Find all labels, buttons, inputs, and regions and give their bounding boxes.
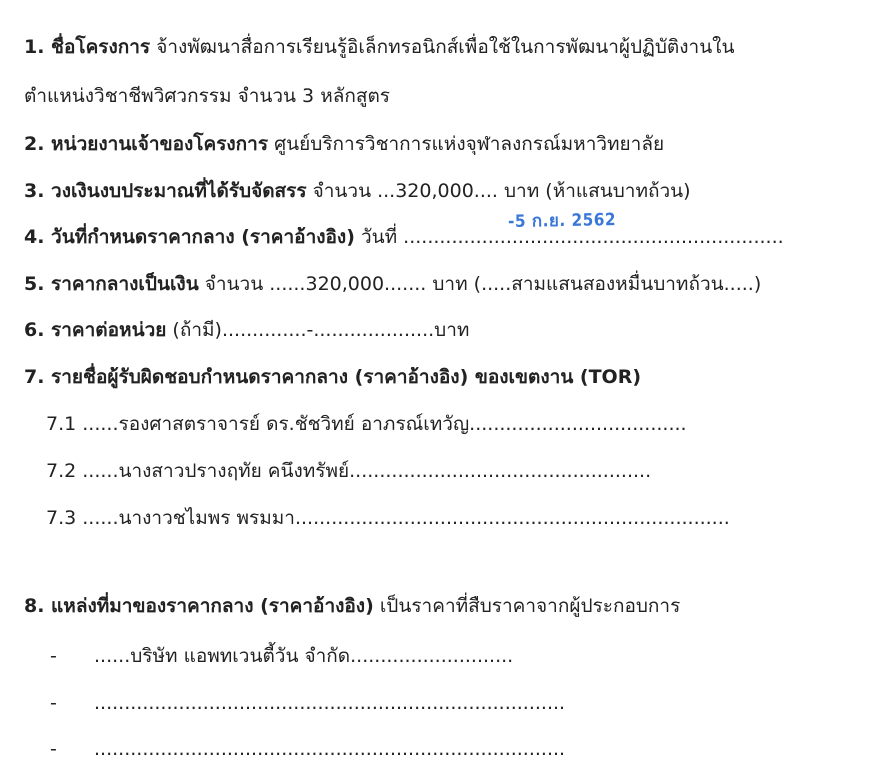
item-2-label: 2. หน่วยงานเจ้าของโครงการ bbox=[24, 133, 269, 155]
source-2-text: .............................................................................. bbox=[94, 692, 566, 714]
item-5-text: จำนวน ......320,000....... บาท (.....สามแสนสองหมื่นบาทถ้วน.....) bbox=[204, 273, 762, 295]
item-6-label: 6. ราคาต่อหน่วย bbox=[24, 319, 167, 341]
person-7-1: 7.1 ......รองศาสตราจารย์ ดร.ชัชวิทย์ อาภรณ์เทวัญ.................................... bbox=[46, 413, 687, 435]
person-7-2: 7.2 ......นางสาวปรางฤทัย คนึงทรัพย์.................................................. bbox=[46, 460, 652, 482]
source-row-1 bbox=[50, 643, 513, 669]
item-2-line bbox=[24, 131, 664, 157]
item-5-label: 5. ราคากลางเป็นเงิน bbox=[24, 273, 199, 295]
date-stamp: -5 ก.ย. 2562 bbox=[507, 210, 617, 232]
person-7-3: 7.3 ......นางาวชไมพร พรมมา........................................................................ bbox=[46, 507, 730, 529]
source-row-3 bbox=[50, 736, 565, 762]
source-dash: - bbox=[50, 645, 57, 667]
item-4-label: 4. วันที่กำหนดราคากลาง (ราคาอ้างอิง) bbox=[24, 226, 355, 248]
item-8-line bbox=[24, 593, 680, 619]
item-1-continuation: ตำแหน่งวิชาชีพวิศวกรรม จำนวน 3 หลักสูตร bbox=[24, 85, 391, 107]
item-3-text: จำนวน ...320,000.... บาท (ห้าแสนบาทถ้วน) bbox=[312, 180, 691, 202]
source-3-text: .............................................................................. bbox=[94, 738, 566, 760]
item-7-heading: 7. รายชื่อผู้รับผิดชอบกำหนดราคากลาง (ราคาอ้างอิง) ของเขตงาน (TOR) bbox=[24, 366, 642, 388]
item-4-text: วันที่ ............................................................... bbox=[360, 226, 784, 248]
source-row-2 bbox=[50, 690, 565, 716]
item-2-text: ศูนย์บริการวิชาการแห่งจุฬาลงกรณ์มหาวิทยาลัย bbox=[274, 133, 665, 155]
item-4-line bbox=[24, 224, 784, 250]
item-3-line bbox=[24, 178, 691, 204]
item-1-label: 1. ชื่อโครงการ bbox=[24, 36, 151, 58]
source-dash: - bbox=[50, 738, 57, 760]
item-3-label: 3. วงเงินงบประมาณที่ได้รับจัดสรร bbox=[24, 180, 307, 202]
item-5-line bbox=[24, 271, 761, 297]
item-1-text: จ้างพัฒนาสื่อการเรียนรู้อิเล็กทรอนิกส์เพื่อใช้ในการพัฒนาผู้ปฏิบัติงานใน bbox=[156, 36, 735, 58]
item-8-label: 8. แหล่งที่มาของราคากลาง (ราคาอ้างอิง) bbox=[24, 595, 374, 617]
item-6-line bbox=[24, 317, 469, 343]
item-6-text: (ถ้ามี)..............-....................บาท bbox=[172, 319, 470, 341]
source-1-text: ......บริษัท แอพทเวนตี้วัน จำกัด........................... bbox=[94, 645, 514, 667]
item-1-line bbox=[24, 34, 734, 60]
item-8-text: เป็นราคาที่สืบราคาจากผู้ประกอบการ bbox=[379, 595, 681, 617]
source-dash: - bbox=[50, 692, 57, 714]
